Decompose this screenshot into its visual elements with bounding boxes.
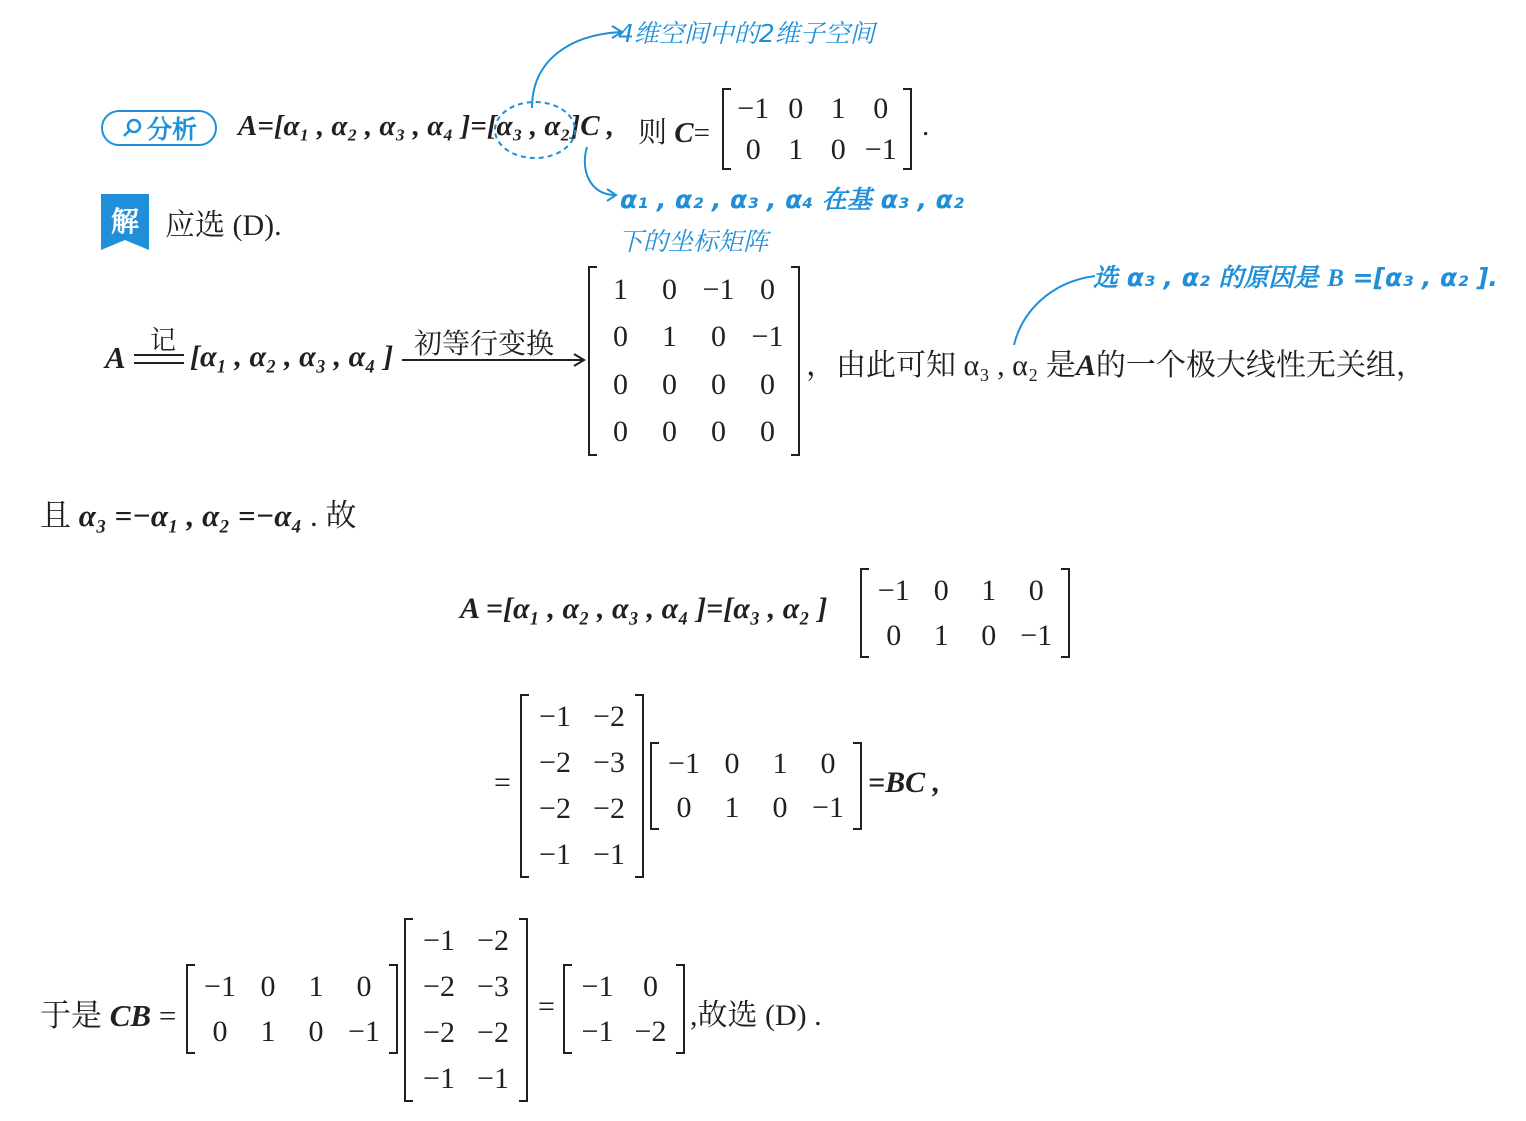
reason-prefix: 选 α₃ , α₂ 的原因是 <box>1093 263 1328 292</box>
decomp-matrix <box>860 568 1070 658</box>
final-prefix-block <box>40 990 176 1035</box>
rr-tail <box>806 340 1426 384</box>
rr-tail-prefix: ，由此可知 α₃ , α₂ 是 <box>806 349 1076 382</box>
cell: −2 <box>539 746 571 779</box>
cell: 0 <box>662 367 677 401</box>
rr-arrow <box>402 352 588 368</box>
cell: −1 <box>737 91 770 125</box>
annotation-reason <box>1093 258 1498 294</box>
rr-lhs: A <box>105 340 126 375</box>
cell: −2 <box>593 700 625 733</box>
cell: 0 <box>356 969 372 1003</box>
rr-arrow-label: 初等行变换 <box>414 329 555 360</box>
cell: −1 <box>1020 618 1053 652</box>
arrow-top-annotation <box>520 20 630 110</box>
cell: −2 <box>593 792 625 825</box>
cell: 0 <box>613 320 628 354</box>
cell: 0 <box>820 747 836 780</box>
cell: 1 <box>260 1014 276 1048</box>
final-cb: CB <box>109 998 152 1033</box>
cell: −2 <box>539 792 571 825</box>
cell: 0 <box>260 969 276 1003</box>
cell: 1 <box>981 573 997 607</box>
decomp-mid: =[α₁ , α₂ , α₃ , α₄ ]=[α₃ , α₂ ] <box>478 592 828 625</box>
eq-equals: = <box>693 117 710 149</box>
cell: −1 <box>864 132 897 166</box>
cell: −1 <box>204 969 236 1003</box>
cell: 0 <box>613 415 628 449</box>
cell: −1 <box>348 1014 380 1048</box>
solution-answer: 应选 (D). <box>165 209 282 242</box>
cell: 0 <box>886 618 902 652</box>
cell: −1 <box>423 924 455 957</box>
rr-tail-suffix: 的一个极大线性无关组， <box>1095 349 1426 382</box>
eq-end: . <box>922 110 930 142</box>
cell: 0 <box>711 367 726 401</box>
cell: −1 <box>812 791 844 824</box>
cell: −1 <box>877 573 910 607</box>
cell: −2 <box>634 1014 667 1048</box>
cell: −3 <box>593 746 625 779</box>
annotation-coord-2: 下的坐标矩阵 <box>618 227 769 256</box>
cell: 1 <box>933 618 949 652</box>
annotation-top: 4维空间中的2维子空间 <box>618 19 875 48</box>
rr-note-label: 记 <box>149 326 176 355</box>
reason-suffix: =[α₃ , α₂ ]. <box>1343 263 1498 292</box>
cell: −1 <box>477 1062 509 1095</box>
eq-part1: =[α₁ , α₂ , α₃ , α₄ ]=[ <box>257 110 497 142</box>
eq-then: 则 <box>638 117 668 149</box>
cell: 0 <box>308 1014 324 1048</box>
decomp-lhs: A <box>460 592 479 625</box>
cell: 0 <box>933 573 949 607</box>
cell: 0 <box>643 969 658 1003</box>
solution-badge <box>101 194 149 250</box>
eq-lhs: A <box>238 110 258 142</box>
cell: 0 <box>212 1014 228 1048</box>
cell: −1 <box>539 838 571 871</box>
annotation-coord-1: α₁ , α₂ , α₃ , α₄ 在基 α₃ , α₂ <box>620 185 964 214</box>
cell: 0 <box>760 415 775 449</box>
decomp-expression <box>460 592 827 626</box>
cell: −1 <box>423 1062 455 1095</box>
rr-def-equals <box>134 354 184 364</box>
cell: −1 <box>593 838 625 871</box>
cell: −2 <box>477 1016 509 1049</box>
cell: 0 <box>676 791 692 824</box>
analysis-matrix-c <box>722 88 912 170</box>
eq-circled: α₃ , α₂ <box>496 110 571 142</box>
bc-matrix-b <box>520 694 644 878</box>
cell: 0 <box>724 747 740 780</box>
cell: 0 <box>1028 573 1044 607</box>
relation-math: α₃ =−α₁ , α₂ =−α₄ <box>71 498 310 533</box>
final-matrix-r <box>563 964 685 1054</box>
cell: 0 <box>745 132 761 166</box>
final-eq2: = <box>538 990 555 1023</box>
cell: 1 <box>772 747 788 780</box>
cell: 0 <box>711 415 726 449</box>
row-reduction-lhs <box>105 340 126 376</box>
rr-vec: [α₁ , α₂ , α₃ , α₄ ] <box>190 340 394 373</box>
search-icon <box>121 117 143 139</box>
cell: −3 <box>477 970 509 1003</box>
cell: 1 <box>830 91 846 125</box>
cell: −2 <box>423 1016 455 1049</box>
cell: 0 <box>662 415 677 449</box>
cell: −1 <box>539 700 571 733</box>
rr-matrix <box>588 266 800 456</box>
rr-tail-a: A <box>1075 349 1096 382</box>
cell: 0 <box>981 618 997 652</box>
cell: 0 <box>711 320 726 354</box>
final-prefix: 于是 <box>40 998 110 1033</box>
solution-badge-label: 解 <box>110 205 139 238</box>
cell: −1 <box>581 969 614 1003</box>
bc-result: =BC , <box>868 766 941 799</box>
relation-line <box>40 490 356 535</box>
eq-c: C <box>674 117 694 149</box>
cell: 1 <box>724 791 740 824</box>
cell: −1 <box>702 272 735 306</box>
final-eq1: = <box>151 998 177 1033</box>
bc-eq: = <box>494 766 511 799</box>
cell: 0 <box>613 367 628 401</box>
cell: −2 <box>477 924 509 957</box>
cell: 1 <box>788 132 804 166</box>
cell: 0 <box>760 272 775 306</box>
analysis-tag <box>101 110 217 146</box>
cell: 1 <box>308 969 324 1003</box>
cell: 0 <box>760 367 775 401</box>
final-matrix-c <box>186 964 398 1054</box>
cell: −1 <box>751 320 784 354</box>
relation-suffix: . 故 <box>309 498 357 533</box>
cell: 0 <box>772 791 788 824</box>
eq-part2: ]C , <box>570 110 615 142</box>
reason-b: B <box>1327 265 1344 292</box>
cell: −1 <box>668 747 700 780</box>
arrow-reason-annotation <box>1010 272 1100 347</box>
arrow-coord-annotation <box>575 145 625 205</box>
cell: −1 <box>581 1014 614 1048</box>
final-suffix: ,故选 (D) . <box>690 999 822 1032</box>
analysis-tag-label: 分析 <box>146 115 197 144</box>
cell: 0 <box>830 132 846 166</box>
final-matrix-b <box>404 918 528 1102</box>
cell: −2 <box>423 970 455 1003</box>
cell: 0 <box>873 91 889 125</box>
bc-matrix-c <box>650 742 862 830</box>
cell: 0 <box>788 91 804 125</box>
cell: 1 <box>613 272 628 306</box>
cell: 1 <box>662 320 677 354</box>
relation-prefix: 且 <box>40 498 71 533</box>
cell: 0 <box>662 272 677 306</box>
